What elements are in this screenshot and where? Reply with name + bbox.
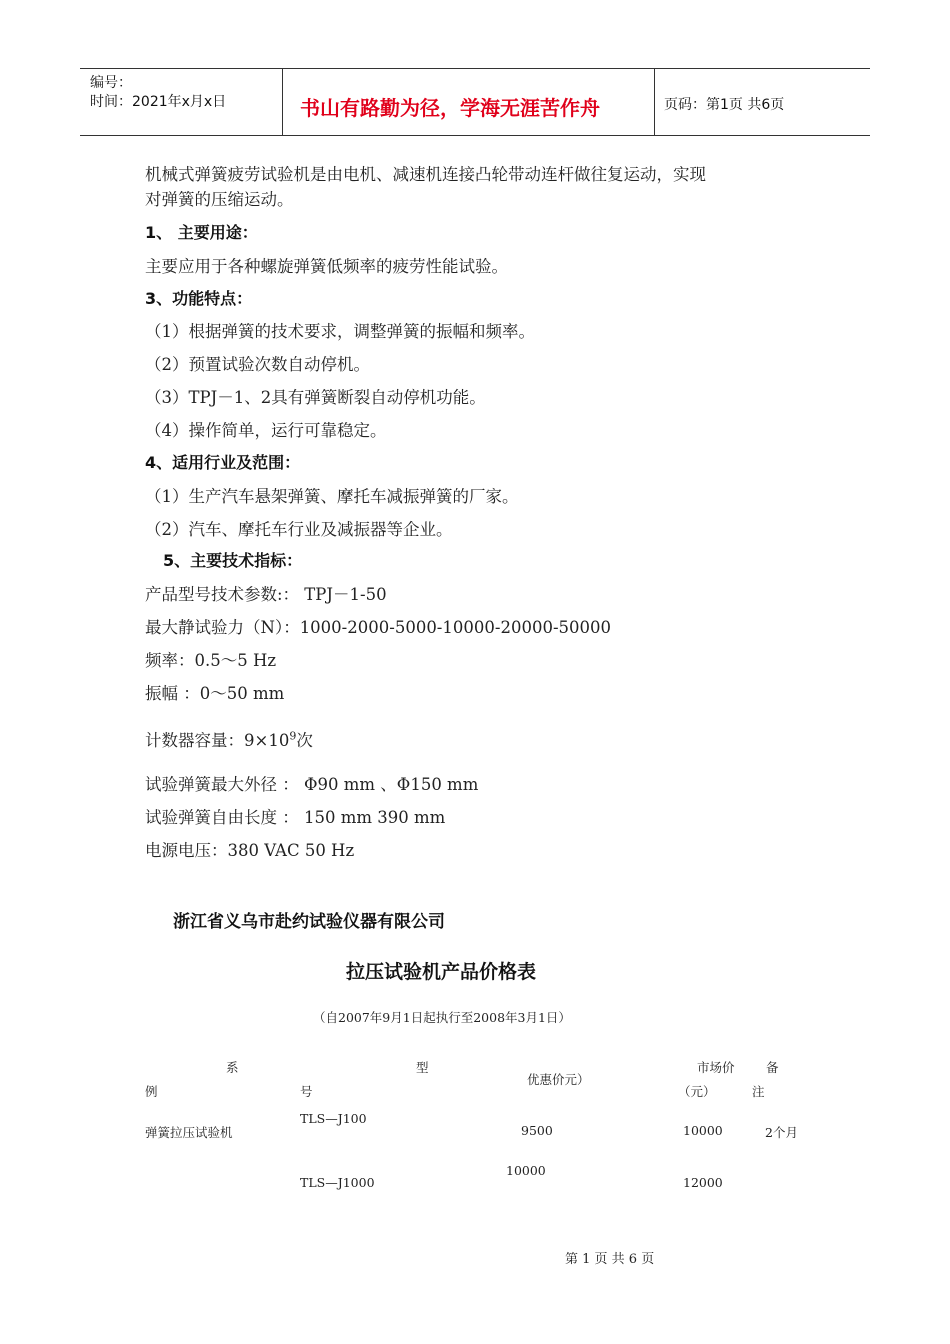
section-3-heading: 3、功能特点： <box>145 289 253 308</box>
section-5-heading: 5、主要技术指标： <box>163 551 303 570</box>
counter-exponent: 9 <box>289 729 297 743</box>
header-market-top: 市场价 <box>697 1060 735 1075</box>
header-number-label: 编号： <box>90 75 132 91</box>
price-table-title: 拉压试验机产品价格表 <box>346 961 537 983</box>
header-model-bottom: 号 <box>300 1084 313 1099</box>
spec-line: 试验弹簧最大外径 ： Φ90 mm 、Φ150 mm <box>145 775 479 794</box>
spec-line: 试验弹簧自由长度 ： 150 mm 390 mm <box>145 808 446 827</box>
page-footer: 第 1 页 共 6 页 <box>565 1252 655 1267</box>
table-cell-series: 弹簧拉压试验机 <box>145 1125 233 1140</box>
price-table-note: （自2007年9月1日起执行至2008年3月1日） <box>313 1010 571 1025</box>
section-4-item: （1）生产汽车悬架弹簧、摩托车减振弹簧的厂家。 <box>145 487 519 506</box>
header-divider-left <box>282 68 283 136</box>
header-series-bottom: 例 <box>145 1084 158 1099</box>
section-3-item: （3）TPJ－1、2具有弹簧断裂自动停机功能。 <box>145 388 486 407</box>
header-discount: 优惠价元） <box>527 1072 590 1087</box>
header-remark-bottom: 注 <box>752 1084 765 1099</box>
table-cell-model: TLS—J100 <box>300 1111 367 1126</box>
table-cell-model: TLS—J1000 <box>300 1175 375 1190</box>
table-cell-discount: 9500 <box>521 1123 553 1138</box>
section-3-item: （2）预置试验次数自动停机。 <box>145 355 370 374</box>
header-model-top: 型 <box>416 1060 429 1075</box>
section-4-item: （2）汽车、摩托车行业及减振器等企业。 <box>145 520 453 539</box>
section-4-heading: 4、适用行业及范围： <box>145 453 301 472</box>
header-time-label: 时间：2021年x月x日 <box>90 94 227 110</box>
intro-line-1: 机械式弹簧疲劳试验机是由电机、减速机连接凸轮带动连杆做往复运动，实现 <box>145 165 706 184</box>
header-page-label: 页码：第1页 共6页 <box>664 97 785 113</box>
header-divider-right <box>654 68 655 136</box>
section-1-heading: 1、 主要用途： <box>145 223 258 242</box>
company-name: 浙江省义乌市赴约试验仪器有限公司 <box>173 912 445 932</box>
spec-line: 频率：0.5～5 Hz <box>145 651 277 670</box>
section-3-item: （4）操作简单，运行可靠稳定。 <box>145 421 387 440</box>
header-series-top: 系 <box>226 1060 239 1075</box>
table-cell-market: 10000 <box>683 1123 723 1138</box>
header-top-rule <box>80 68 870 69</box>
intro-line-2: 对弹簧的压缩运动。 <box>145 190 294 209</box>
section-1-text: 主要应用于各种螺旋弹簧低频率的疲劳性能试验。 <box>145 257 508 276</box>
table-cell-remark: 2个月 <box>765 1125 798 1140</box>
counter-suffix: 次 <box>296 731 313 750</box>
spec-line: 最大静试验力（N）：1000-2000-5000-10000-20000-50000 <box>145 618 612 637</box>
counter-capacity <box>145 727 313 751</box>
table-cell-market: 12000 <box>683 1175 723 1190</box>
counter-prefix: 计数器容量：9×10 <box>145 731 290 750</box>
header-bottom-rule <box>80 135 870 136</box>
section-3-item: （1）根据弹簧的技术要求，调整弹簧的振幅和频率。 <box>145 322 535 341</box>
header-motto: 书山有路勤为径，学海无涯苦作舟 <box>300 96 600 120</box>
header-remark-top: 备 <box>766 1060 779 1075</box>
table-cell-discount: 10000 <box>506 1163 546 1178</box>
spec-line: 振幅 ：0～50 mm <box>145 684 285 703</box>
header-market-bottom: （元） <box>678 1084 716 1099</box>
spec-line: 产品型号技术参数:： TPJ－1-50 <box>145 585 387 604</box>
spec-line: 电源电压：380 VAC 50 Hz <box>145 841 355 860</box>
